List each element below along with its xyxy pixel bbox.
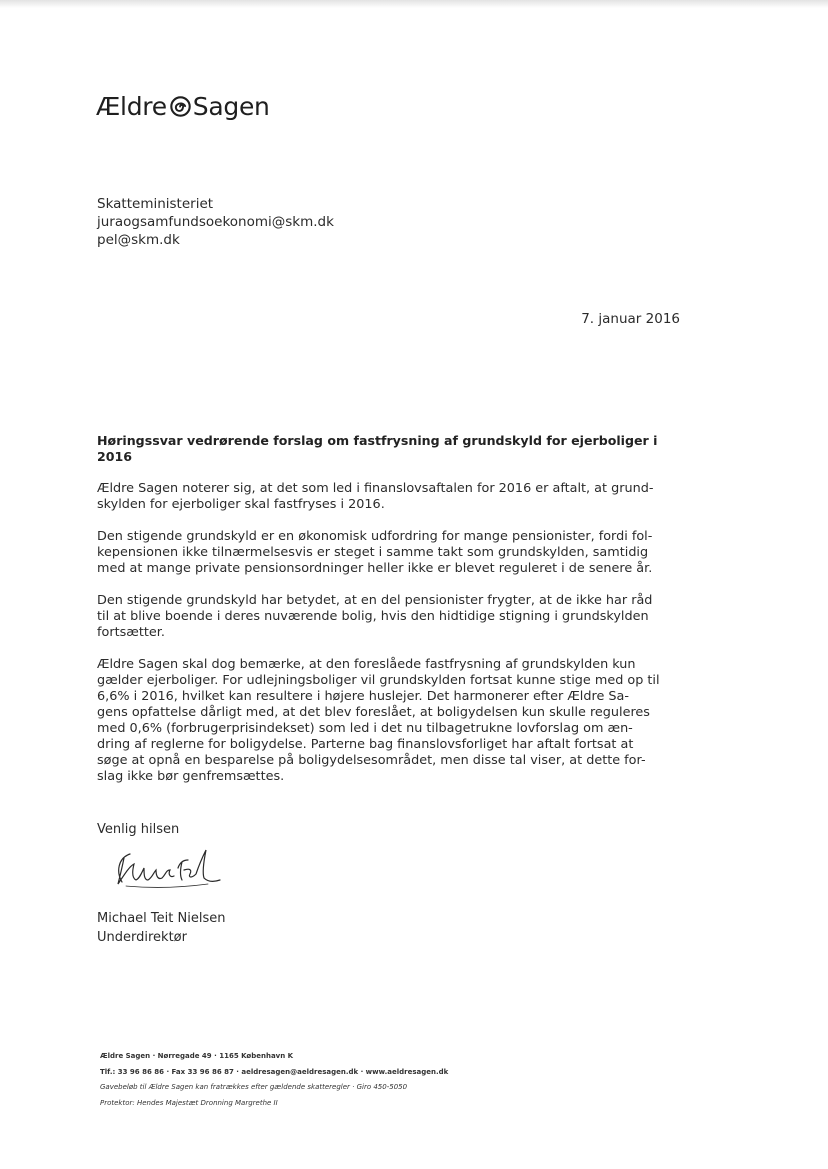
handwritten-signature [108, 842, 223, 894]
body-line: Ældre Sagen skal dog bemærke, at den foreslåede fastfrysning af grundskylden kun [97, 657, 636, 672]
signer-name: Michael Teit Nielsen [97, 911, 226, 926]
paragraph [97, 481, 687, 513]
body-line: slag ikke bør genfremsættes. [97, 769, 285, 784]
footer-address: Ældre Sagen · Nørregade 49 · 1165 København K [100, 1052, 294, 1060]
letter-date: 7. januar 2016 [581, 311, 680, 327]
recipient-email-secondary: pel@skm.dk [97, 232, 180, 248]
closing-phrase: Venlig hilsen [97, 822, 180, 837]
paragraph [97, 529, 687, 577]
body-line: gens opfattelse dårligt med, at det blev foreslået, at boligydelsen kun skulle reguleres [97, 705, 650, 720]
body-line: Ældre Sagen noterer sig, at det som led i finanslovsaftalen for 2016 er aftalt, at grund- [97, 481, 654, 496]
body-line: dring af reglerne for boligydelse. Parterne bag finanslovsforliget har aftalt fortsat at [97, 737, 634, 752]
footer-patron: Protektor: Hendes Majestæt Dronning Margrethe II [100, 1098, 278, 1107]
body-line: fortsætter. [97, 625, 165, 640]
logo-text-left: Ældre [96, 91, 167, 121]
letter-body [97, 481, 687, 801]
scan-edge [0, 0, 828, 8]
body-line: Den stigende grundskyld er en økonomisk udfordring for mange pensionister, fordi fol- [97, 529, 653, 544]
body-line: til at blive boende i deres nuværende bolig, hvis den hidtidige stigning i grundskylden [97, 609, 649, 624]
body-line: gælder ejerboliger. For udlejningsboliger vil grundskylden fortsat kunne stige med op til [97, 673, 660, 688]
body-line: med 0,6% (forbrugerprisindekset) som led i det nu tilbagetrukne lovforslag om æn- [97, 721, 633, 736]
recipient-block [97, 195, 334, 249]
logo-text-right: Sagen [192, 91, 270, 121]
signer-title: Underdirektør [97, 930, 187, 945]
recipient-name: Skatteministeriet [97, 196, 214, 212]
signer-block [97, 909, 225, 947]
body-line: søge at opnå en besparelse på boligydelsesområdet, men disse tal viser, at dette for- [97, 753, 646, 768]
footer-contact: Tlf.: 33 96 86 86 · Fax 33 96 86 87 · aeldresagen@aeldresagen.dk · www.aeldresagen.dk [100, 1067, 449, 1076]
spiral-icon [170, 96, 191, 117]
body-line: Den stigende grundskyld har betydet, at en del pensionister frygter, at de ikke har råd [97, 593, 653, 608]
logo [96, 88, 270, 124]
paragraph [97, 593, 687, 641]
body-line: med at mange private pensionsordninger heller ikke er blevet reguleret i de senere år. [97, 561, 653, 576]
body-line: 6,6% i 2016, hvilket kan resultere i højere huslejer. Det harmonerer efter Ældre Sa- [97, 689, 629, 704]
footer-donation-note: Gavebeløb til Ældre Sagen kan fratrækkes efter gældende skatteregler · Giro 450-5050 [100, 1083, 408, 1091]
paragraph [97, 657, 687, 785]
body-line: skylden for ejerboliger skal fastfryses i 2016. [97, 497, 385, 512]
subject-heading: Høringssvar vedrørende forslag om fastfrysning af grundskyld for ejerboliger i 2016 [97, 433, 658, 464]
footer [100, 1049, 448, 1111]
recipient-email: juraogsamfundsoekonomi@skm.dk [97, 214, 334, 230]
body-line: kepensionen ikke tilnærmelsesvis er steget i samme takt som grundskylden, samtidig [97, 545, 649, 560]
